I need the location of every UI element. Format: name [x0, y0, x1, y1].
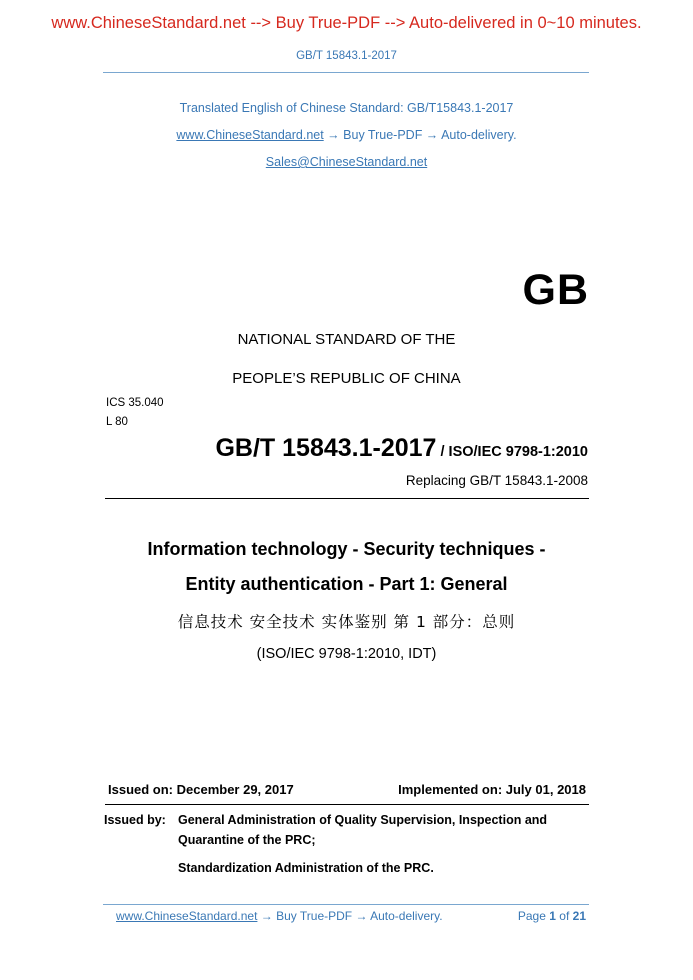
- header-email-line: [0, 155, 693, 169]
- national-standard-line2: PEOPLE’S REPUBLIC OF CHINA: [232, 370, 461, 387]
- page-total: 21: [572, 909, 586, 923]
- issued-on-date: Issued on: December 29, 2017: [108, 782, 294, 797]
- title-line1: Information technology - Security techniques -: [147, 539, 546, 559]
- issuer-line3: Standardization Administration of the PRC.: [178, 861, 434, 875]
- header-standard-code: GB/T 15843.1-2017: [296, 50, 397, 62]
- title-line2: Entity authentication - Part 1: General: [185, 574, 508, 594]
- national-standard-line1: NATIONAL STANDARD OF THE: [237, 331, 456, 348]
- issuer-line2: Quarantine of the PRC;: [178, 833, 316, 847]
- top-banner[interactable]: www.ChineseStandard.net --> Buy True-PDF --> Auto-delivered in 0~10 minutes.: [51, 14, 642, 32]
- ics-code: ICS 35.040: [106, 397, 164, 409]
- header-divider: [103, 72, 589, 73]
- translated-notice: Translated English of Chinese Standard: GB/T15843.1-2017: [179, 101, 514, 115]
- standard-number-line: [215, 434, 588, 463]
- gb-mark: GB: [522, 266, 589, 314]
- standard-number: GB/T 15843.1-2017: [215, 434, 437, 462]
- title-divider: [105, 498, 589, 499]
- replacing-note: Replacing GB/T 15843.1-2008: [405, 473, 588, 488]
- issued-by-label: Issued by:: [104, 813, 166, 827]
- page-number: 1: [549, 909, 556, 923]
- iso-equivalent: / ISO/IEC 9798-1:2010: [436, 444, 588, 460]
- idt-note: (ISO/IEC 9798-1:2010, IDT): [256, 646, 437, 662]
- footer-site-rest: → Buy True-PDF → Auto-delivery.: [257, 909, 443, 923]
- page-indicator: [518, 909, 586, 923]
- header-site-link[interactable]: www.ChineseStandard.net: [176, 128, 324, 142]
- of-label: of: [559, 909, 570, 923]
- page-label: Page: [517, 909, 546, 923]
- implemented-on-date: Implemented on: July 01, 2018: [398, 782, 586, 797]
- classification-code: L 80: [106, 416, 128, 428]
- issuer-line1: General Administration of Quality Supervision, Inspection and: [178, 813, 548, 827]
- sales-email-link[interactable]: Sales@ChineseStandard.net: [265, 155, 428, 169]
- footer-site-line: [116, 909, 443, 923]
- chinese-title: 信息技术 安全技术 实体鉴别 第 1 部分：总则: [177, 613, 516, 631]
- dates-divider: [105, 804, 589, 805]
- footer-divider: [103, 904, 589, 905]
- header-site-rest: → Buy True-PDF → Auto-delivery.: [323, 128, 517, 142]
- header-site-line: [0, 128, 693, 142]
- footer-site-link[interactable]: www.ChineseStandard.net: [116, 909, 258, 923]
